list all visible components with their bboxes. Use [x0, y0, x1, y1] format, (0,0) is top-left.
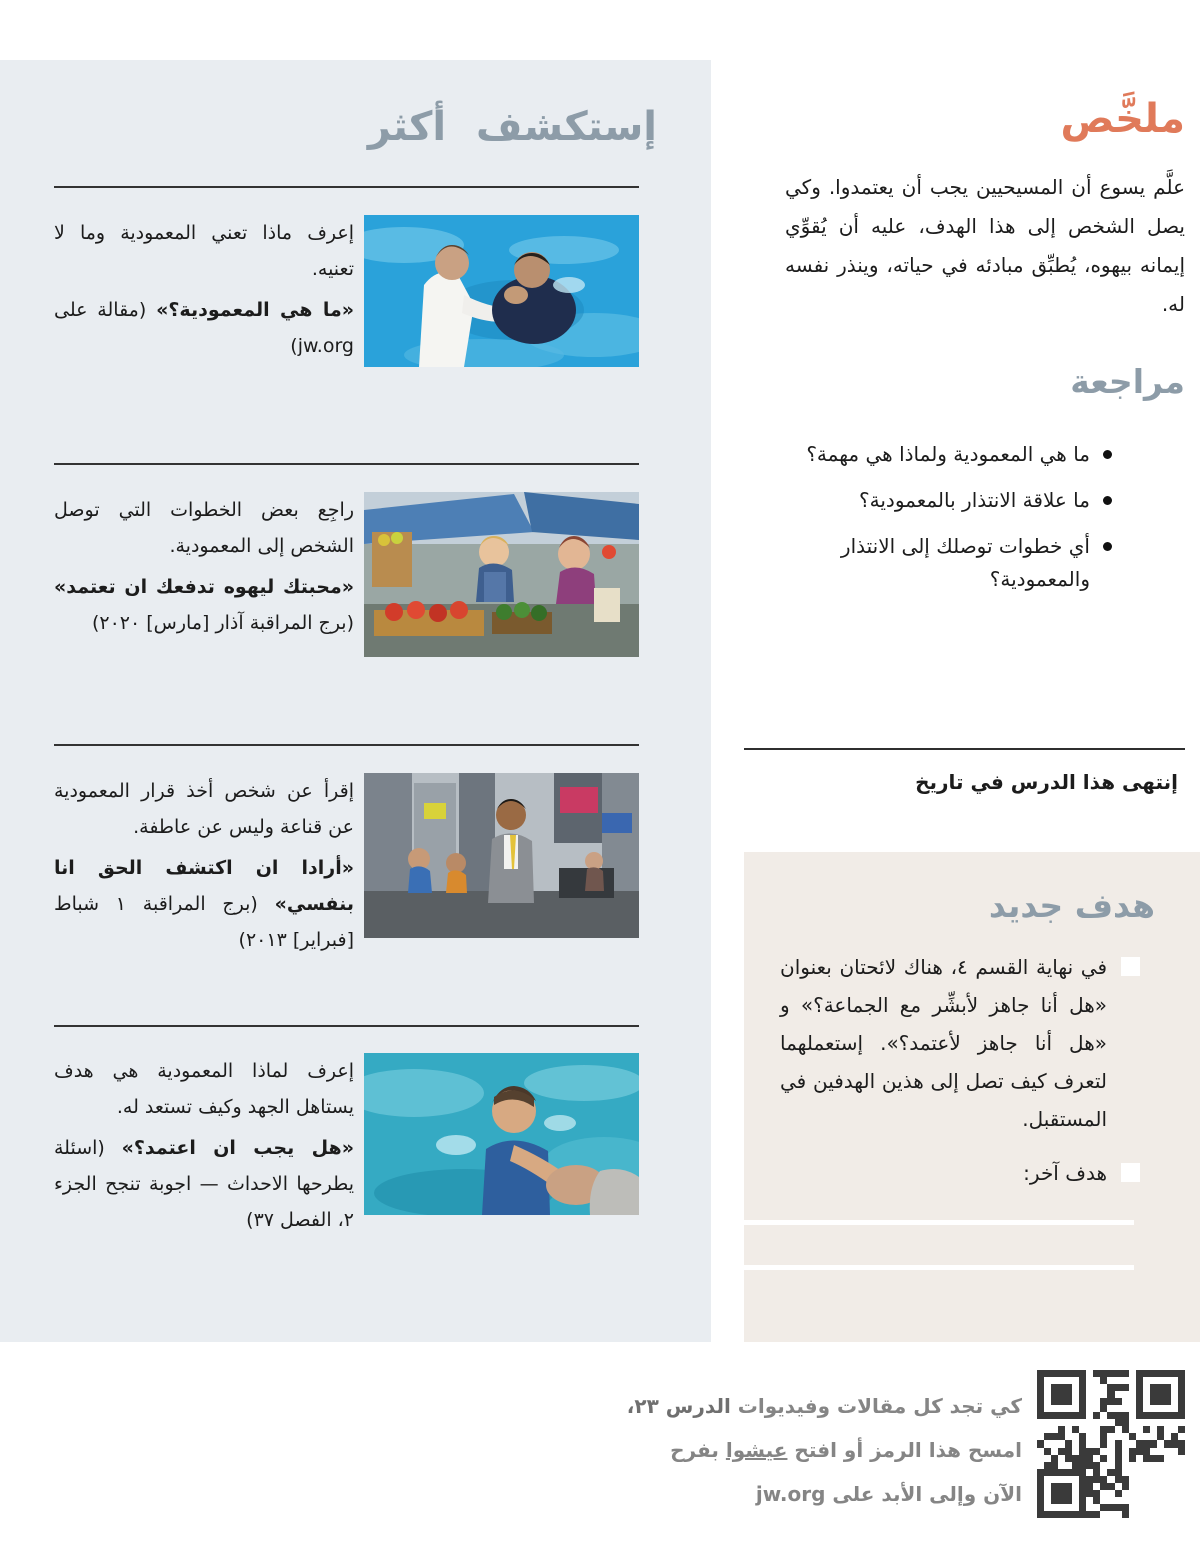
writing-line: [744, 1220, 1134, 1225]
entry-source-title: «محبتك ليهوه تدفعك ان تعتمد»: [54, 576, 354, 598]
review-question-text: ما هي المعمودية ولماذا هي مهمة؟: [806, 442, 1090, 466]
qr-finder-icon: [1136, 1370, 1185, 1419]
entry-source-ref: (مقالة على jw.org): [54, 299, 354, 357]
explore-entry: [54, 1053, 639, 1238]
qr-caption-book-title: عيشوا: [725, 1438, 788, 1462]
lesson-completed-label: إنتهى هذا الدرس في تاريخ: [915, 770, 1178, 794]
entry-source: [54, 1130, 354, 1238]
qr-caption-line2-suffix: بفرح: [670, 1438, 726, 1462]
entry-source-ref: (برج المراقبة آذار [مارس] ٢٠٢٠): [91, 612, 354, 634]
entry-source: [54, 292, 354, 364]
review-question-text: ما علاقة الانتذار بالمعمودية؟: [859, 488, 1090, 512]
writing-line: [744, 1265, 1134, 1270]
summary-heading: ملخَّص: [1060, 96, 1185, 142]
divider-line: [54, 186, 639, 188]
divider-line: [54, 1025, 639, 1027]
checkbox-icon[interactable]: [1121, 957, 1140, 976]
qr-caption-line2: امسح هذا الرمز أو افتح: [787, 1438, 1022, 1462]
goal-item: [780, 1154, 1140, 1192]
entry-source-ref: (برج المراقبة ١ شباط [فبراير] ٢٠١٣): [54, 893, 354, 951]
divider-line: [54, 463, 639, 465]
goal-item-text: في نهاية القسم ٤، هناك لائحتان بعنوان «هل أنا جاهز لأبشِّر مع الجماعة؟» و «هل أنا جاهز لأعتمد؟». إستعملهما لتعرف كيف تصل إلى هذين الهدفين في المستقبل.: [780, 955, 1108, 1131]
bullet-icon: [1103, 542, 1112, 551]
entry-source-ref: (اسئلة يطرحها الاحداث — اجوبة تنجح الجزء ٢، الفصل ٣٧): [54, 1137, 354, 1231]
qr-caption: [552, 1384, 1022, 1516]
baptism-in-pool-image: [364, 215, 639, 367]
divider-line: [54, 744, 639, 746]
entry-source-title: «أرادا ان اكتشف الحق انا بنفسي»: [54, 857, 354, 915]
goal-item-text: هدف آخر:: [1023, 1161, 1107, 1185]
qr-caption-line1: كي تجد كل مقالات وفيديوات: [730, 1394, 1022, 1418]
new-goal-box: [744, 852, 1200, 1342]
city-street-image: [364, 773, 639, 958]
qr-caption-lesson: الدرس ٢٣،: [626, 1394, 731, 1418]
summary-paragraph: علَّم يسوع أن المسيحيين يجب أن يعتمدوا. وكي يصل الشخص إلى هذا الهدف، عليه أن يُقوِّي إيمانه بيهوه، يُطبِّق مبادئه في حياته، وينذر نفسه له.: [785, 175, 1185, 316]
entry-description: إقرأ عن شخص أخذ قرار المعمودية عن قناعة وليس عن عاطفة.: [54, 780, 354, 838]
farmers-market-image: [364, 492, 639, 657]
explore-more-panel: [0, 60, 711, 1342]
divider-line: [744, 748, 1185, 750]
review-question: [752, 484, 1112, 517]
entry-description: إعرف ماذا تعني المعمودية وما لا تعنيه.: [54, 222, 354, 280]
qr-finder-icon: [1037, 1469, 1086, 1518]
bullet-icon: [1103, 450, 1112, 459]
entry-description: إعرف لماذا المعمودية هي هدف يستاهل الجهد وكيف تستعد له.: [54, 1060, 354, 1118]
review-heading: مراجعة: [1070, 362, 1185, 401]
qr-code-icon: [1037, 1370, 1185, 1518]
entry-source-title: «ما هي المعمودية؟»: [156, 299, 354, 321]
explore-entry: [54, 492, 639, 657]
new-goal-heading: هدف جديد: [988, 886, 1155, 925]
qr-finder-icon: [1037, 1370, 1086, 1419]
bullet-icon: [1103, 496, 1112, 505]
review-question: [752, 438, 1112, 471]
entry-source: [54, 850, 354, 958]
explore-entry: [54, 215, 639, 367]
qr-caption-line3: الآن وإلى الأبد على jw.org: [755, 1482, 1022, 1506]
explore-entry: [54, 773, 639, 958]
pool-baptism-closeup-image: [364, 1053, 639, 1238]
review-question-list: [752, 438, 1112, 609]
review-question: [752, 530, 1112, 596]
entry-source-title: «هل يجب ان اعتمد؟»: [121, 1137, 354, 1159]
entry-description: راجِع بعض الخطوات التي توصل الشخص إلى المعمودية.: [54, 499, 354, 557]
checkbox-icon[interactable]: [1121, 1163, 1140, 1182]
goal-item: [780, 948, 1140, 1138]
entry-source: [54, 569, 354, 641]
explore-more-heading: إستكشف أكثر: [367, 104, 657, 150]
review-question-text: أي خطوات توصلك إلى الانتذار والمعمودية؟: [840, 534, 1090, 591]
